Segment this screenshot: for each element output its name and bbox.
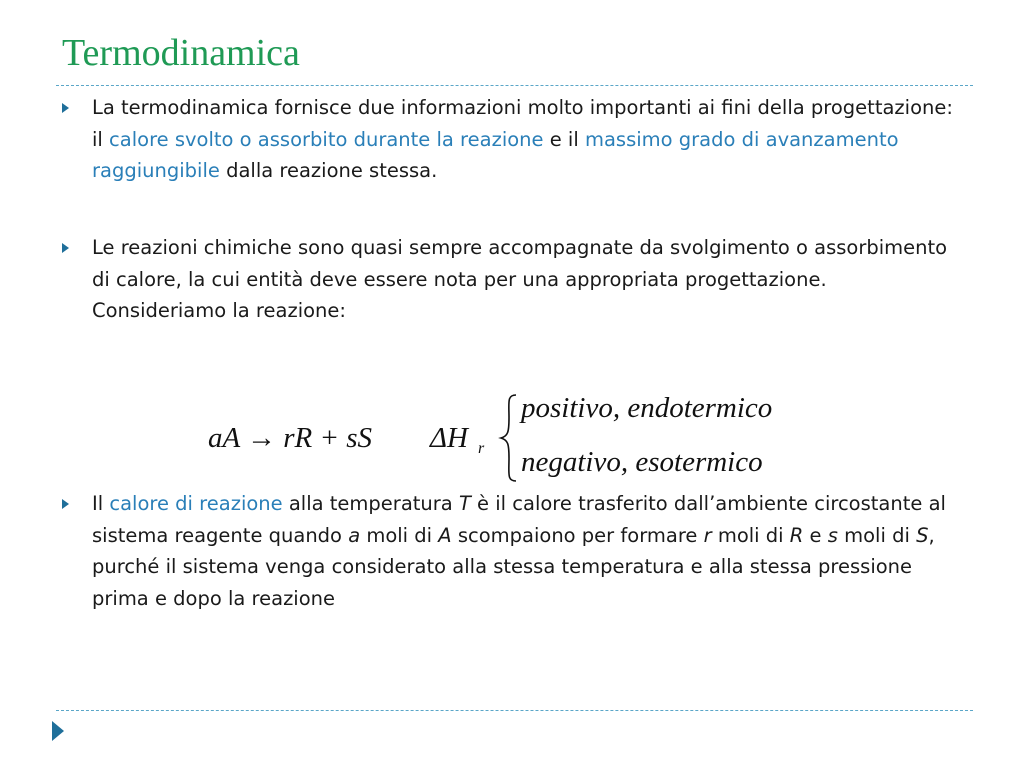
reaction-formula: aA → rR + sS: [208, 422, 373, 454]
bullet-text: Il calore di reazione alla temperatura T è il calore trasferito dall’ambiente circostante al sistema reagente quando a moli di A scompaiono per formare r moli di R e s moli di S, purché il sistema venga considerato alla stessa temperatura e alla stessa pressione prima e dopo la reazione: [92, 492, 946, 610]
bullet-text: La termodinamica fornisce due informazioni molto importanti ai fini della progettazione: il calore svolto o assorbito durante la reazione e il massimo grado di avanzamento raggiungibile dalla reazione stessa.: [92, 96, 953, 182]
reaction-equation: [208, 392, 828, 484]
footer-divider: [56, 710, 973, 711]
next-slide-arrow-icon[interactable]: [52, 721, 64, 741]
highlight-text: calore di reazione: [109, 492, 283, 515]
bullet-item: [62, 92, 962, 187]
triangle-right-icon: [62, 243, 69, 253]
enthalpy-symbol: ΔH: [430, 422, 468, 454]
bullet-text: Le reazioni chimiche sono quasi sempre accompagnate da svolgimento o assorbimento di calore, la cui entità deve essere nota per una appropriata progettazione. Consideriamo la reazione:: [92, 236, 948, 322]
highlight-text: calore svolto o assorbito durante la reazione: [109, 127, 544, 151]
bullet-item: [62, 232, 962, 327]
case-negative: negativo, esotermico: [521, 446, 763, 478]
curly-brace-icon: [498, 392, 520, 484]
enthalpy-subscript: r: [478, 440, 485, 457]
triangle-right-icon: [62, 103, 69, 113]
title-divider: [56, 85, 973, 86]
highlight-text: massimo grado di avanzamento raggiungibile: [92, 127, 899, 182]
triangle-right-icon: [62, 499, 69, 509]
case-positive: positivo, endotermico: [521, 392, 773, 424]
bullet-item: [62, 488, 962, 614]
slide-title: Termodinamica: [62, 32, 300, 74]
